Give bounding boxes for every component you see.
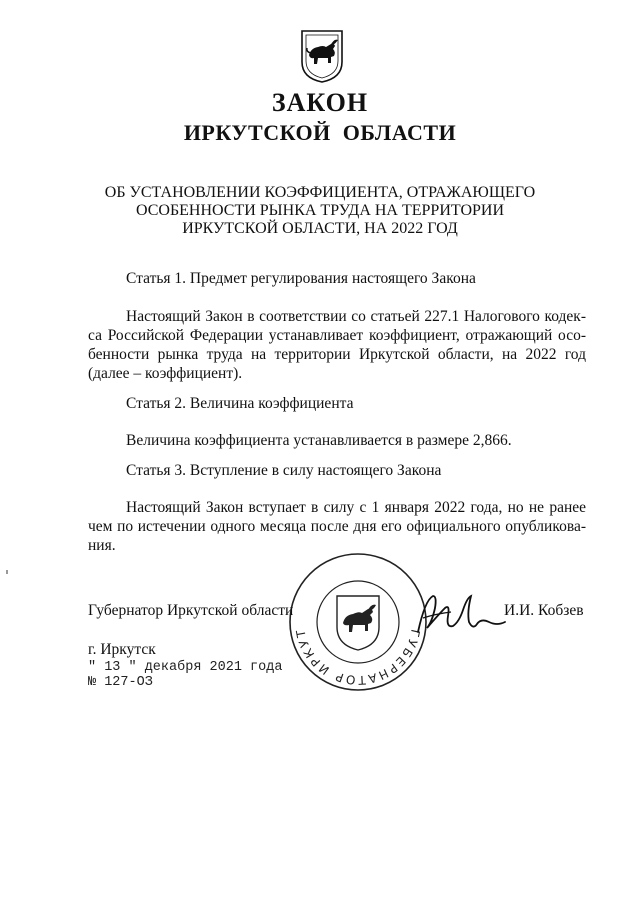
signing-date: " 13 " декабря 2021 года: [88, 660, 283, 675]
article-1-line: бенности рынка труда на территории Иркутской области, на 2022 год: [88, 346, 586, 363]
article-3-body: [88, 498, 586, 555]
article-2-line: Величина коэффициента устанавливается в размере 2,866.: [126, 432, 512, 449]
article-2-body: [88, 431, 586, 450]
subject-line: ОСОБЕННОСТИ РЫНКА ТРУДА НА ТЕРРИТОРИИ: [135, 202, 504, 219]
law-subject: [0, 184, 640, 238]
city: г. Иркутск: [88, 641, 156, 658]
subject-line: ОБ УСТАНОВЛЕНИИ КОЭФФИЦИЕНТА, ОТРАЖАЮЩЕГО: [104, 184, 536, 201]
law-number: № 127-ОЗ: [88, 675, 153, 690]
document-title: ЗАКОН: [271, 88, 369, 117]
article-1-line: (далее – коэффициент).: [88, 365, 243, 382]
article-1-heading: Статья 1. Предмет регулирования настоящего Закона: [126, 270, 476, 287]
article-2-heading: Статья 2. Величина коэффициента: [126, 395, 354, 412]
signatory-name: И.И. Кобзев: [504, 602, 584, 619]
scan-mark: [6, 570, 8, 574]
article-1-line: Настоящий Закон в соответствии со статьей 227.1 Налогового кодек-: [126, 308, 586, 325]
article-1-body: [88, 307, 586, 383]
article-1-line: са Российской Федерации устанавливает коэффициент, отражающий осо-: [88, 327, 586, 344]
coat-of-arms-emblem: [298, 28, 346, 84]
signatory-position: Губернатор Иркутской области: [88, 602, 294, 619]
handwritten-signature: [415, 588, 507, 640]
article-3-line: чем по истечении одного месяца после дня его официального опубликова-: [88, 518, 586, 535]
official-seal: [287, 551, 429, 693]
article-3-heading: Статья 3. Вступление в силу настоящего Закона: [126, 462, 442, 479]
document-subtitle: ИРКУТСКОЙ ОБЛАСТИ: [183, 120, 457, 145]
article-3-line: ния.: [88, 537, 116, 554]
article-3-line: Настоящий Закон вступает в силу с 1 января 2022 года, но не ранее: [126, 499, 586, 516]
subject-line: ИРКУТСКОЙ ОБЛАСТИ, НА 2022 ГОД: [182, 220, 458, 237]
seal-text: ГУБЕРНАТОР ИРКУТ: [293, 626, 423, 688]
